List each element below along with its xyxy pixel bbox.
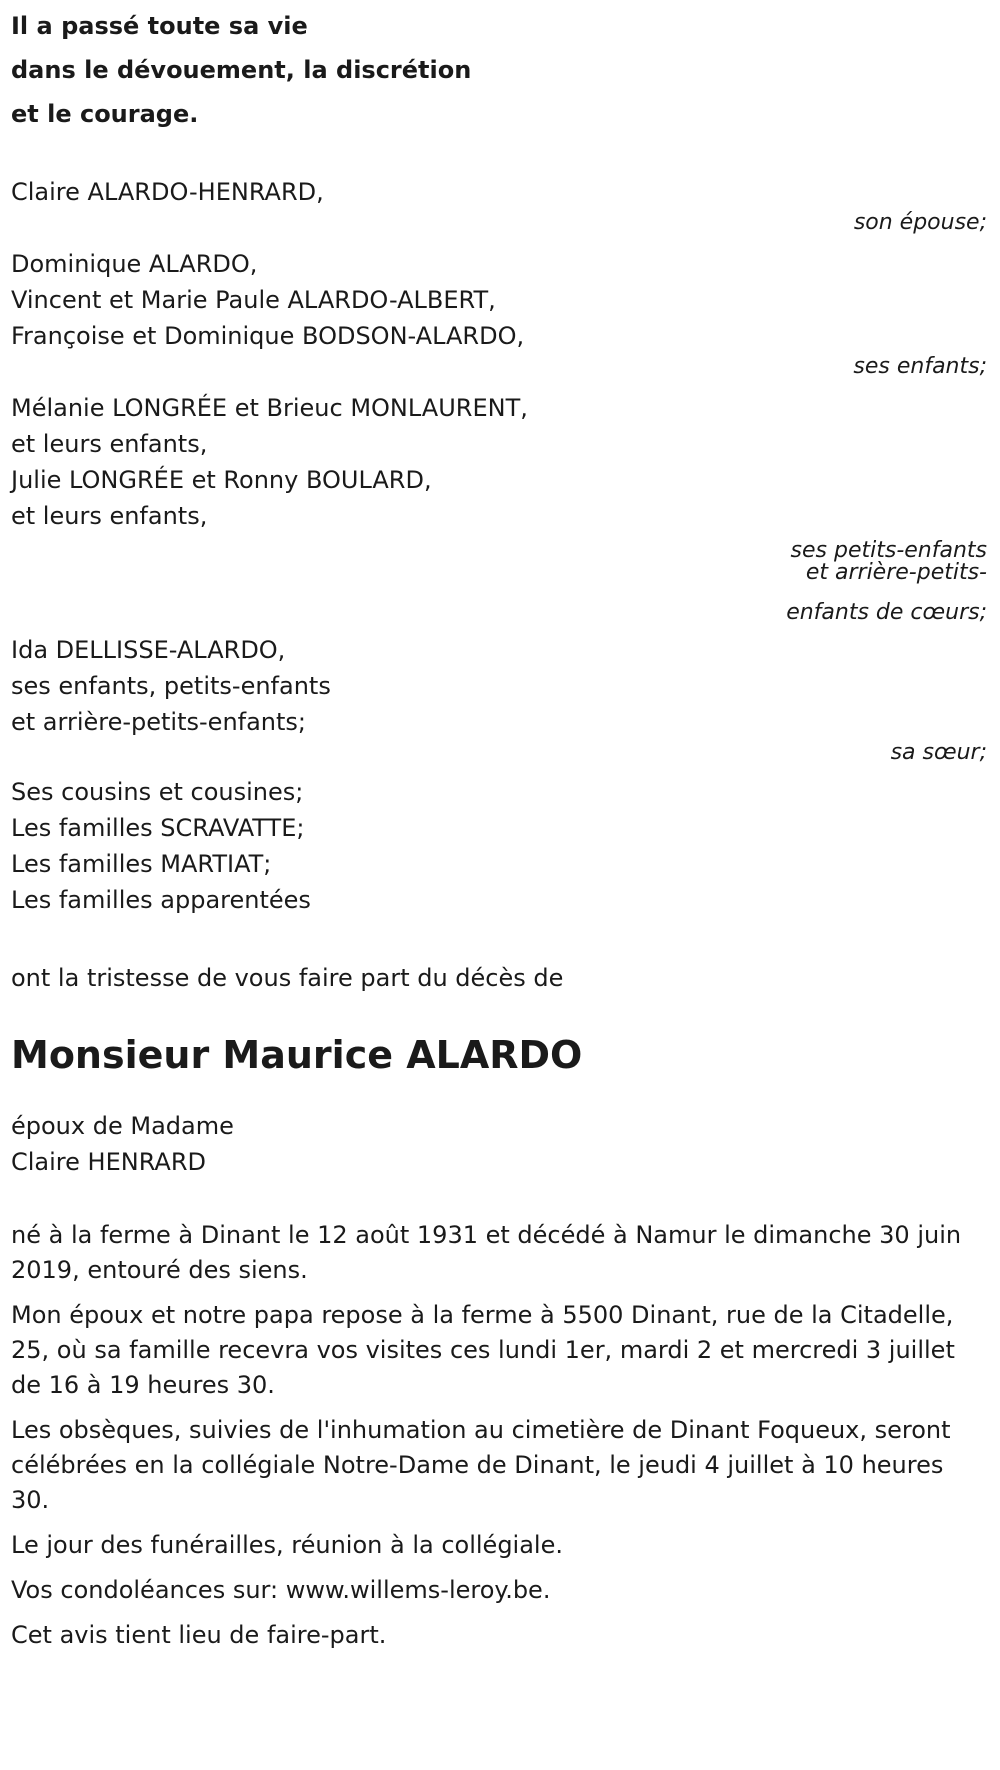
- family-group-children: [11, 246, 987, 380]
- relation-label: son épouse;: [853, 210, 987, 235]
- family-member: Julie LONGRÉE et Ronny BOULARD,: [11, 466, 432, 494]
- relation-label: sa sœur;: [890, 740, 987, 765]
- spouse-info: [11, 1108, 987, 1180]
- relation-label: ses petits-enfants: [790, 538, 987, 563]
- epigraph-line: dans le dévouement, la discrétion: [11, 56, 472, 84]
- epigraph-line: et le courage.: [11, 100, 199, 128]
- epigraph-line: Il a passé toute sa vie: [11, 12, 308, 40]
- funeral-paragraph: Les obsèques, suivies de l'inhumation au cimetière de Dinant Foqueux, seront célébrées en la collégiale Notre-Dame de Dinant, le jeudi 4 juillet à 10 heures 30.: [11, 1416, 951, 1514]
- visitation-paragraph: Mon époux et notre papa repose à la ferme à 5500 Dinant, rue de la Citadelle, 25, où sa famille recevra vos visites ces lundi 1er, mardi 2 et mercredi 3 juillet de 16 à 19 heures 30.: [11, 1301, 955, 1399]
- obituary-notice: [11, 0, 987, 1653]
- relation-label: enfants de cœurs;: [786, 600, 987, 625]
- family-member: Ida DELLISSE-ALARDO,: [11, 636, 286, 664]
- epigraph: [11, 0, 987, 136]
- family-member: et leurs enfants,: [11, 502, 208, 530]
- condolences-paragraph: Vos condoléances sur: www.willems-leroy.be.: [11, 1576, 551, 1604]
- family-member: Vincent et Marie Paule ALARDO-ALBERT,: [11, 286, 496, 314]
- spouse-line: Claire HENRARD: [11, 1148, 206, 1176]
- family-group-spouse: [11, 174, 987, 236]
- family-member: et leurs enfants,: [11, 430, 208, 458]
- announcement-intro: ont la tristesse de vous faire part du décès de: [11, 964, 564, 992]
- birth-death-paragraph: né à la ferme à Dinant le 12 août 1931 et décédé à Namur le dimanche 30 juin 2019, entouré des siens.: [11, 1221, 962, 1284]
- family-group-extended: [11, 774, 987, 918]
- notice-paragraph: Cet avis tient lieu de faire-part.: [11, 1621, 387, 1649]
- family-member: Les familles SCRAVATTE;: [11, 814, 305, 842]
- relation-label: ses enfants;: [853, 354, 987, 379]
- spouse-line: époux de Madame: [11, 1112, 234, 1140]
- family-member: et arrière-petits-enfants;: [11, 708, 307, 736]
- family-member: ses enfants, petits-enfants: [11, 672, 331, 700]
- family-member: Dominique ALARDO,: [11, 250, 258, 278]
- family-member: Les familles apparentées: [11, 886, 311, 914]
- family-member: Claire ALARDO-HENRARD,: [11, 178, 324, 206]
- relation-label: et arrière-petits-: [805, 560, 987, 585]
- deceased-name: Monsieur Maurice ALARDO: [11, 1033, 583, 1077]
- family-member: Les familles MARTIAT;: [11, 850, 272, 878]
- family-member: Ses cousins et cousines;: [11, 778, 304, 806]
- gathering-paragraph: Le jour des funérailles, réunion à la collégiale.: [11, 1531, 563, 1559]
- family-member: Mélanie LONGRÉE et Brieuc MONLAURENT,: [11, 394, 528, 422]
- family-member: Françoise et Dominique BODSON-ALARDO,: [11, 322, 525, 350]
- family-group-grandchildren: [11, 390, 987, 626]
- family-group-sister: [11, 632, 987, 766]
